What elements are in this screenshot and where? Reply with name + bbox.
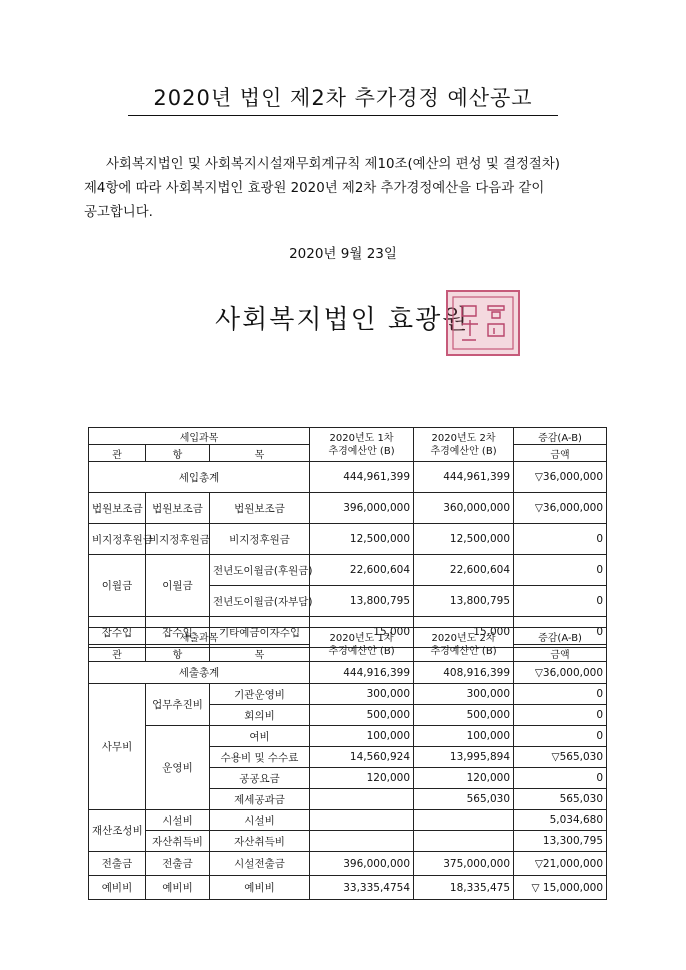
cell-gwan: 비지정후원금 (89, 524, 146, 555)
cell-b: 12,500,000 (414, 524, 514, 555)
header-col2: 2020년도 2차 추경예산안 (B) (414, 628, 514, 662)
cell-hang: 비지정후원금 (146, 524, 210, 555)
cell-a: 33,335,4754 (310, 876, 414, 900)
cell-mok: 제세공과금 (210, 789, 310, 810)
total-label: 세입총계 (89, 462, 310, 493)
total-a: 444,916,399 (310, 662, 414, 684)
cell-b: 18,335,475 (414, 876, 514, 900)
cell-hang: 예비비 (146, 876, 210, 900)
cell-b: 13,995,894 (414, 747, 514, 768)
header-gwan: 관 (89, 445, 146, 462)
table-row (89, 684, 607, 705)
cell-a: 396,000,000 (310, 493, 414, 524)
cell-diff: ▽21,000,000 (514, 852, 607, 876)
header-hang: 항 (146, 645, 210, 662)
cell-diff: 0 (514, 768, 607, 789)
expense-table (88, 627, 607, 900)
cell-diff: 0 (514, 524, 607, 555)
cell-hang: 시설비 (146, 810, 210, 831)
total-a: 444,961,399 (310, 462, 414, 493)
cell-mok: 시설비 (210, 810, 310, 831)
cell-mok: 공공요금 (210, 768, 310, 789)
announcement-date: 2020년 9월 23일 (289, 246, 397, 262)
header-col1: 2020년도 1차 추경예산안 (B) (310, 428, 414, 462)
cell-a: 12,500,000 (310, 524, 414, 555)
table-row (89, 810, 607, 831)
table-row (89, 852, 607, 876)
cell-mok: 기관운영비 (210, 684, 310, 705)
header-hang: 항 (146, 445, 210, 462)
cell-hang: 이월금 (146, 555, 210, 617)
cell-diff: 0 (514, 726, 607, 747)
cell-hang: 잡수입 (146, 617, 210, 648)
cell-diff: 13,300,795 (514, 831, 607, 852)
header-gwan: 관 (89, 645, 146, 662)
page-title: 2020년 법인 제2차 추가경정 예산공고 (128, 82, 558, 116)
cell-a (310, 810, 414, 831)
cell-b: 500,000 (414, 705, 514, 726)
cell-b: 120,000 (414, 768, 514, 789)
cell-gwan: 법원보조금 (89, 493, 146, 524)
cell-mok: 자산취득비 (210, 831, 310, 852)
cell-a: 500,000 (310, 705, 414, 726)
cell-hang: 운영비 (146, 726, 210, 810)
cell-hang: 업무추진비 (146, 684, 210, 726)
cell-diff: 0 (514, 684, 607, 705)
intro-line-1: 사회복지법인 및 사회복지시설재무회계규칙 제10조(예산의 편성 및 결정절차) (106, 157, 561, 172)
header-diff: 증감(A-B) (514, 428, 607, 445)
organization-name: 사회복지법인 효광원 (215, 305, 470, 335)
cell-diff: 5,034,680 (514, 810, 607, 831)
cell-hang: 전출금 (146, 852, 210, 876)
cell-b (414, 831, 514, 852)
cell-gwan: 재산조성비 (89, 810, 146, 852)
cell-diff: ▽36,000,000 (514, 493, 607, 524)
total-diff: ▽36,000,000 (514, 662, 607, 684)
cell-gwan: 사무비 (89, 684, 146, 810)
cell-diff: 565,030 (514, 789, 607, 810)
table-row (89, 876, 607, 900)
total-label: 세출총계 (89, 662, 310, 684)
cell-b: 100,000 (414, 726, 514, 747)
header-category: 세출과목 (89, 628, 310, 645)
header-amount: 금액 (514, 645, 607, 662)
header-col1: 2020년도 1차 추경예산안 (B) (310, 628, 414, 662)
table-row (89, 462, 607, 493)
table-row (89, 555, 607, 586)
cell-a: 15,000 (310, 617, 414, 648)
cell-b: 565,030 (414, 789, 514, 810)
cell-mok: 전년도이월금(후원금) (210, 555, 310, 586)
cell-a: 396,000,000 (310, 852, 414, 876)
cell-gwan: 예비비 (89, 876, 146, 900)
cell-diff: ▽565,030 (514, 747, 607, 768)
cell-diff: 0 (514, 705, 607, 726)
cell-mok: 회의비 (210, 705, 310, 726)
cell-mok: 기타예금이자수입 (210, 617, 310, 648)
header-diff: 증감(A-B) (514, 628, 607, 645)
cell-mok: 비지정후원금 (210, 524, 310, 555)
header-col2: 2020년도 2차 추경예산안 (B) (414, 428, 514, 462)
cell-gwan: 전출금 (89, 852, 146, 876)
intro-line-3: 공고합니다. (84, 205, 153, 220)
cell-b: 13,800,795 (414, 586, 514, 617)
table-row (89, 493, 607, 524)
total-b: 444,961,399 (414, 462, 514, 493)
cell-a (310, 789, 414, 810)
cell-a (310, 831, 414, 852)
table-row (89, 524, 607, 555)
cell-gwan: 이월금 (89, 555, 146, 617)
cell-b: 15,000 (414, 617, 514, 648)
total-diff: ▽36,000,000 (514, 462, 607, 493)
revenue-table (88, 427, 607, 648)
header-category: 세입과목 (89, 428, 310, 445)
cell-mok: 여비 (210, 726, 310, 747)
table-row (89, 726, 607, 747)
cell-diff: 0 (514, 555, 607, 586)
cell-diff: 0 (514, 617, 607, 648)
cell-a: 13,800,795 (310, 586, 414, 617)
official-seal-stamp (446, 290, 520, 356)
intro-line-2: 제4항에 따라 사회복지법인 효광원 2020년 제2차 추가경정예산을 다음과 같이 (84, 181, 545, 196)
cell-mok: 예비비 (210, 876, 310, 900)
cell-hang: 법원보조금 (146, 493, 210, 524)
header-amount: 금액 (514, 445, 607, 462)
cell-mok: 전년도이월금(자부담) (210, 586, 310, 617)
header-mok: 목 (210, 645, 310, 662)
cell-mok: 시설전출금 (210, 852, 310, 876)
table-row (89, 662, 607, 684)
cell-a: 100,000 (310, 726, 414, 747)
cell-b: 360,000,000 (414, 493, 514, 524)
intro-paragraph (84, 153, 614, 225)
cell-b (414, 810, 514, 831)
total-b: 408,916,399 (414, 662, 514, 684)
cell-a: 22,600,604 (310, 555, 414, 586)
cell-b: 375,000,000 (414, 852, 514, 876)
cell-mok: 수용비 및 수수료 (210, 747, 310, 768)
table-row (89, 831, 607, 852)
cell-diff: 0 (514, 586, 607, 617)
cell-mok: 법원보조금 (210, 493, 310, 524)
cell-b: 22,600,604 (414, 555, 514, 586)
cell-diff: ▽ 15,000,000 (514, 876, 607, 900)
cell-gwan: 잡수입 (89, 617, 146, 648)
cell-a: 300,000 (310, 684, 414, 705)
cell-hang: 자산취득비 (146, 831, 210, 852)
header-mok: 목 (210, 445, 310, 462)
cell-a: 14,560,924 (310, 747, 414, 768)
cell-b: 300,000 (414, 684, 514, 705)
cell-a: 120,000 (310, 768, 414, 789)
